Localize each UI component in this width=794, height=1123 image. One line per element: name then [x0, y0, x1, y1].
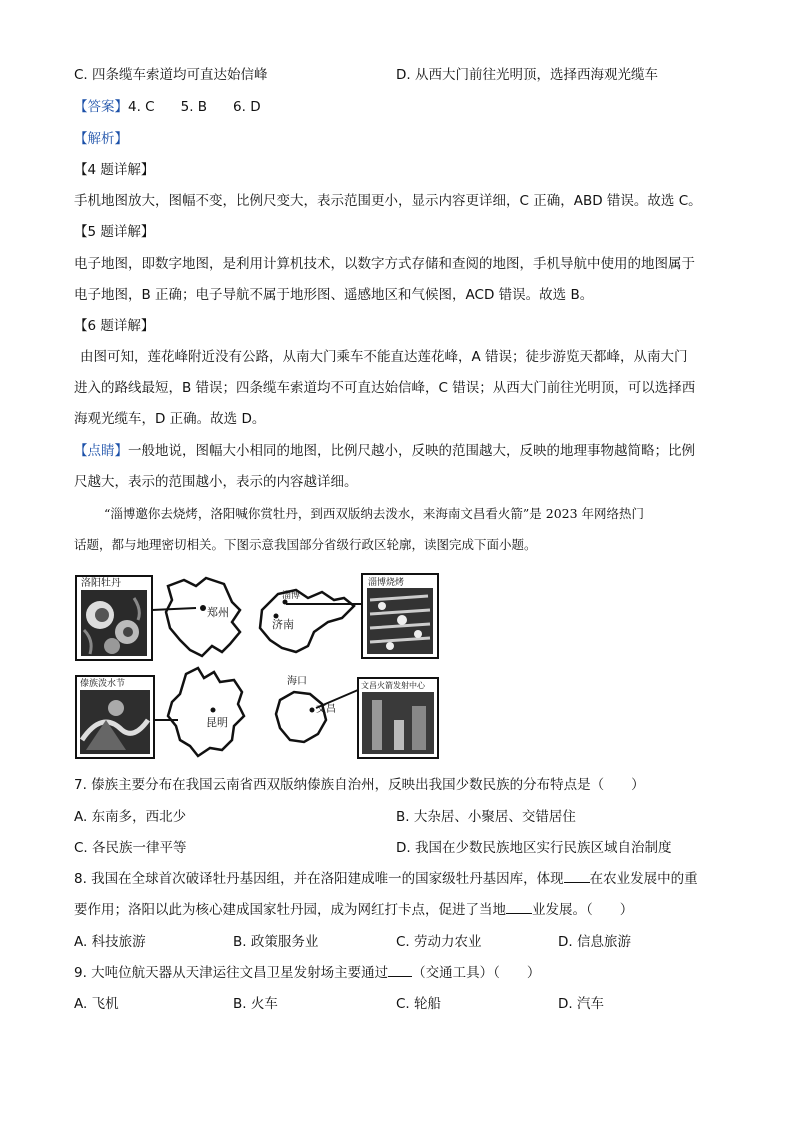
provinces-figure [72, 570, 442, 760]
q7-option-d: D. 我国在少数民族地区实行民族区域自治制度 [396, 840, 672, 856]
q8-stem-part1: 8. 我国在全球首次破译牡丹基因组，并在洛阳建成唯一的国家级牡丹基因库，体现 [74, 871, 564, 887]
zibo-bbq-photo [362, 574, 438, 658]
q3-option-c: C. 四条缆车索道均可直达始信峰 [74, 67, 268, 83]
q9-option-d: D. 汽车 [558, 996, 604, 1012]
q9-stem-part2: （交通工具）（ ） [412, 965, 541, 981]
answer-4: 4. C [128, 99, 155, 115]
q7-option-b: B. 大杂居、小聚居、交错居住 [396, 809, 576, 825]
q5-text-line2: 电子地图，B 正确；电子导航不属于地形图、遥感地区和气候图，ACD 错误。故选 B。 [74, 287, 594, 303]
q5-text-line1: 电子地图，即数字地图，是利用计算机技术，以数字方式存储和查阅的地图，手机导航中使用的地图属于 [74, 256, 695, 272]
shandong-outline [260, 589, 354, 652]
henan-outline [166, 578, 240, 656]
zibo-bbq-label: 淄博烧烤 [368, 578, 405, 588]
wenchang-label: 文昌 [316, 704, 336, 715]
dai-festival-photo [76, 676, 154, 758]
q9-stem [74, 964, 540, 982]
q8-option-b: B. 政策服务业 [233, 934, 319, 950]
q5-heading: 【5 题详解】 [74, 224, 155, 240]
answer-5: 5. B [180, 99, 208, 115]
wenchang-launch-label: 文昌火箭发射中心 [361, 681, 425, 690]
tip-text-line1: 一般地说，图幅大小相同的地图，比例尺越小，反映的范围越大，反映的地理事物越简略；比例 [128, 443, 695, 459]
q6-heading: 【6 题详解】 [74, 318, 155, 334]
q9-option-c: C. 轮船 [396, 996, 442, 1012]
q9-option-b: B. 火车 [233, 996, 278, 1012]
tip-label: 【点睛】 [74, 443, 128, 459]
q8-stem-line1 [74, 870, 698, 888]
zhengzhou-dot [200, 605, 206, 611]
tip-text-line2: 尺越大，表示的范围越小，表示的内容越详细。 [74, 474, 358, 490]
kunming-label: 昆明 [206, 716, 228, 729]
wenchang-dot [310, 708, 315, 713]
yunnan-outline [168, 668, 244, 756]
dai-festival-label: 傣族泼水节 [80, 679, 126, 689]
luoyang-peony-label: 洛阳牡丹 [81, 578, 121, 589]
intro-line1: “淄博邀你去烧烤，洛阳喊你赏牡丹，到西双版纳去泼水，来海南文昌看火箭”是 2023 年网络热门 [104, 506, 645, 521]
answer-row [74, 98, 261, 116]
q8-stem-part2: 在农业发展中的重 [589, 871, 698, 887]
intro-line2: 话题，都与地理密切相关。下图示意我国部分省级行政区轮廓，读图完成下面小题。 [74, 537, 537, 552]
q8-blank-1 [564, 882, 590, 883]
luoyang-peony-photo [76, 576, 152, 660]
answer-6: 6. D [233, 99, 261, 115]
q4-text: 手机地图放大，图幅不变，比例尺变大，表示范围更小，显示内容更详细，C 正确，ABD 错误。故选 C。 [74, 193, 702, 209]
haikou-label: 海口 [287, 676, 307, 687]
q6-text-line2: 进入的路线最短，B 错误；四条缆车索道均不可直达始信峰，C 错误；从西大门前往光明顶，可以选择西 [74, 380, 696, 396]
q9-stem-part1: 9. 大吨位航天器从天津运往文昌卫星发射场主要通过 [74, 965, 389, 981]
zhengzhou-label: 郑州 [207, 606, 229, 619]
q8-stem-part3: 要作用；洛阳以此为核心建成国家牡丹园，成为网红打卡点，促进了当地 [74, 902, 506, 918]
q3-option-d: D. 从西大门前往光明顶，选择西海观光缆车 [396, 67, 658, 83]
q8-option-d: D. 信息旅游 [558, 934, 631, 950]
q8-stem-line2 [74, 901, 633, 919]
q4-heading: 【4 题详解】 [74, 162, 155, 178]
q9-option-a: A. 飞机 [74, 996, 119, 1012]
q6-text-line3: 海观光缆车，D 正确。故选 D。 [74, 411, 266, 427]
answer-label: 【答案】 [74, 99, 128, 115]
q8-option-c: C. 劳动力农业 [396, 934, 482, 950]
q9-blank [388, 976, 412, 977]
wenchang-arrow [316, 690, 358, 708]
q7-stem: 7. 傣族主要分布在我国云南省西双版纳傣族自治州，反映出我国少数民族的分布特点是（ ） [74, 777, 645, 793]
tip-row [74, 442, 695, 460]
analysis-label: 【解析】 [74, 131, 128, 147]
jinan-label: 济南 [272, 618, 294, 631]
q8-stem-part4: 业发展。（ ） [532, 902, 634, 918]
wenchang-launch-photo [358, 678, 438, 758]
zibo-label: 淄博 [282, 591, 301, 601]
q7-option-c: C. 各民族一律平等 [74, 840, 187, 856]
q8-option-a: A. 科技旅游 [74, 934, 146, 950]
q6-text-line1: 由图可知，莲花峰附近没有公路，从南大门乘车不能直达莲花峰，A 错误；徒步游览天都峰，从南大门 [80, 349, 688, 365]
kunming-dot [211, 708, 216, 713]
q7-option-a: A. 东南多，西北少 [74, 809, 187, 825]
hainan-outline [276, 674, 336, 742]
q8-blank-2 [506, 913, 532, 914]
